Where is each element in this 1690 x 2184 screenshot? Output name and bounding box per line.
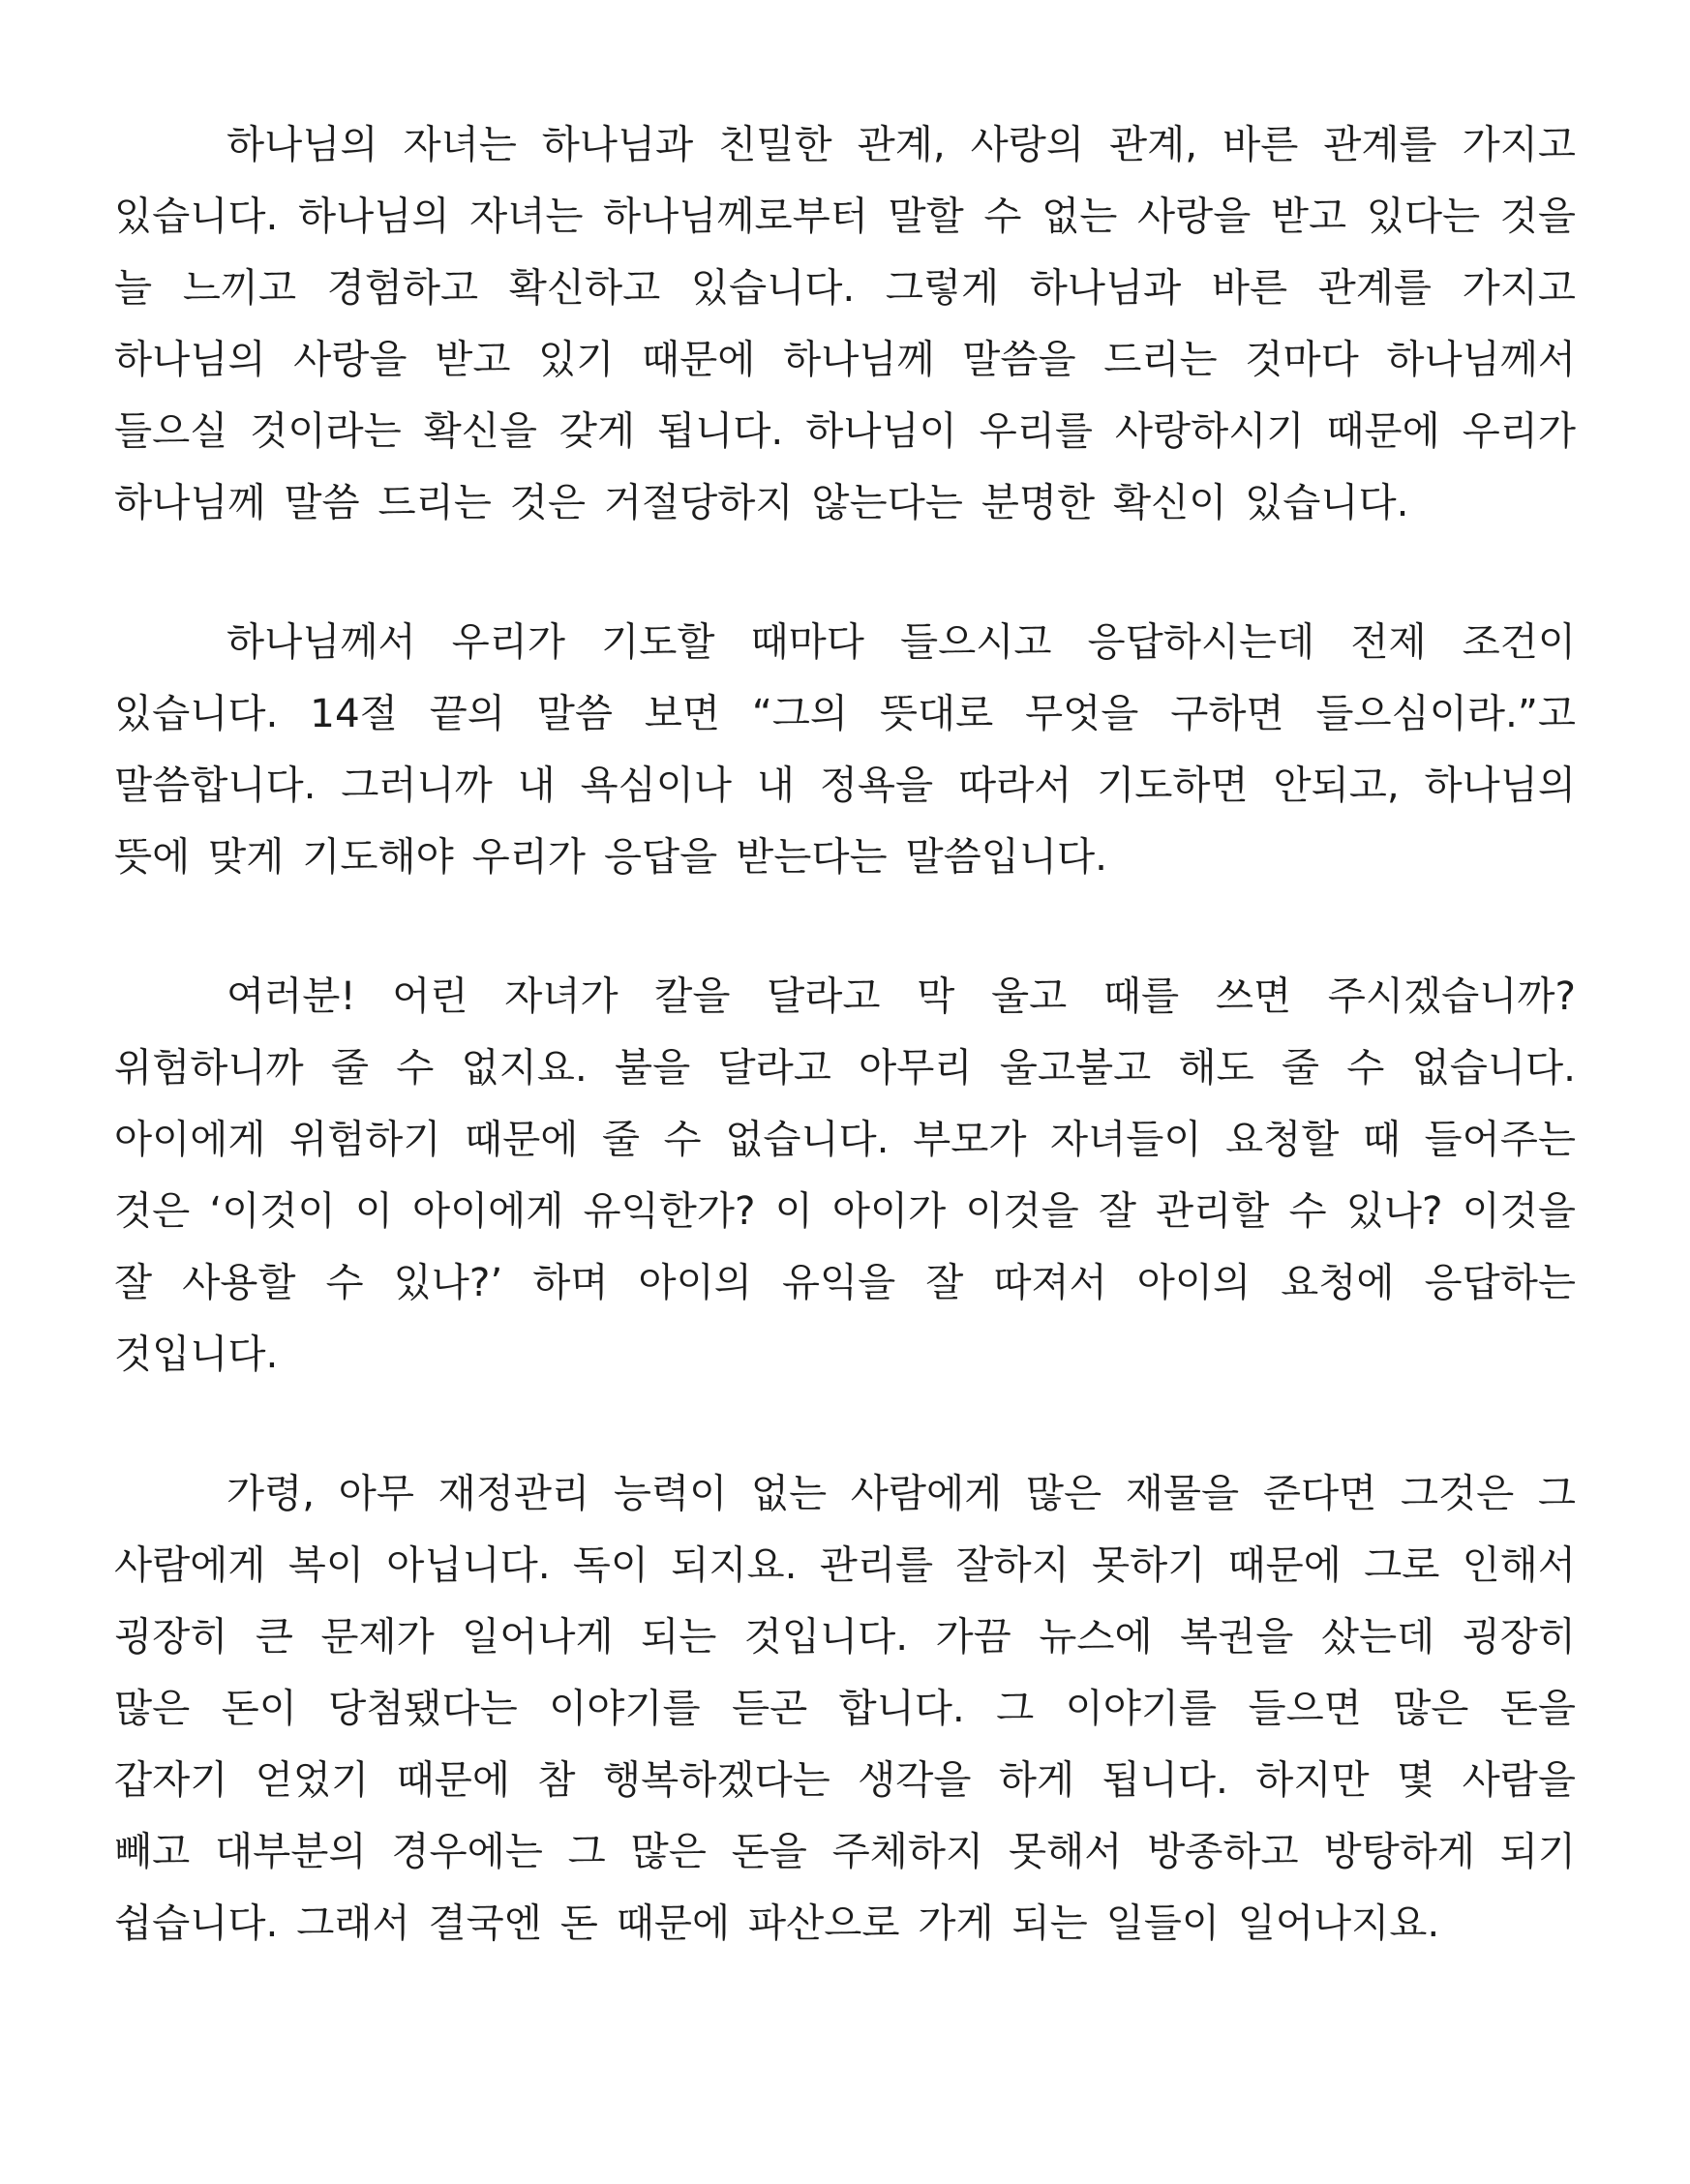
- paragraph-wealth-example: 가령, 아무 재정관리 능력이 없는 사람에게 많은 재물을 준다면 그것은 그 사람에게 복이 아닙니다. 독이 되지요. 관리를 잘하지 못하기 때문에 그로 인해서 굉장히 큰 문제가 일어나게 되는 것입니다. 가끔 뉴스에 복권을 샀는데 굉장히 많은 돈이 당첨됐다는 이야기를 듣곤 합니다. 그 이야기를 들으면 많은 돈을 갑자기 얻었기 때문에 참 행복하겠다는 생각을 하게 됩니다. 하지만 몇 사람을 빼고 대부분의 경우에는 그 많은 돈을 주체하지 못해서 방종하고 방탕하게 되기 쉽습니다. 그래서 결국엔 돈 때문에 파산으로 가게 되는 일들이 일어나지요.: [114, 1470, 1576, 1946]
- body-text: [114, 108, 1576, 1959]
- paragraph-prayer-condition: 하나님께서 우리가 기도할 때마다 들으시고 응답하시는데 전제 조건이 있습니다. 14절 끝의 말씀 보면 “그의 뜻대로 무엇을 구하면 들으심이라.”고 말씀합니다. 그러니까 내 욕심이나 내 정욕을 따라서 기도하면 안되고, 하나님의 뜻에 맞게 기도해야 우리가 응답을 받는다는 말씀입니다.: [114, 618, 1576, 880]
- paragraph-relationship: 하나님의 자녀는 하나님과 친밀한 관계, 사랑의 관계, 바른 관계를 가지고 있습니다. 하나님의 자녀는 하나님께로부터 말할 수 없는 사랑을 받고 있다는 것을 늘 느끼고 경험하고 확신하고 있습니다. 그렇게 하나님과 바른 관계를 가지고 하나님의 사랑을 받고 있기 때문에 하나님께 말씀을 드리는 것마다 하나님께서 들으실 것이라는 확신을 갖게 됩니다. 하나님이 우리를 사랑하시기 때문에 우리가 하나님께 말씀 드리는 것은 거절당하지 않는다는 분명한 확신이 있습니다.: [114, 121, 1576, 525]
- paragraph-parent-example: 여러분! 어린 자녀가 칼을 달라고 막 울고 때를 쓰면 주시겠습니까? 위험하니까 줄 수 없지요. 불을 달라고 아무리 울고불고 해도 줄 수 없습니다. 아이에게 위험하기 때문에 줄 수 없습니다. 부모가 자녀들이 요청할 때 들어주는 것은 ‘이것이 이 아이에게 유익한가? 이 아이가 이것을 잘 관리할 수 있나? 이것을 잘 사용할 수 있나?’ 하며 아이의 유익을 잘 따져서 아이의 요청에 응답하는 것입니다.: [114, 972, 1576, 1377]
